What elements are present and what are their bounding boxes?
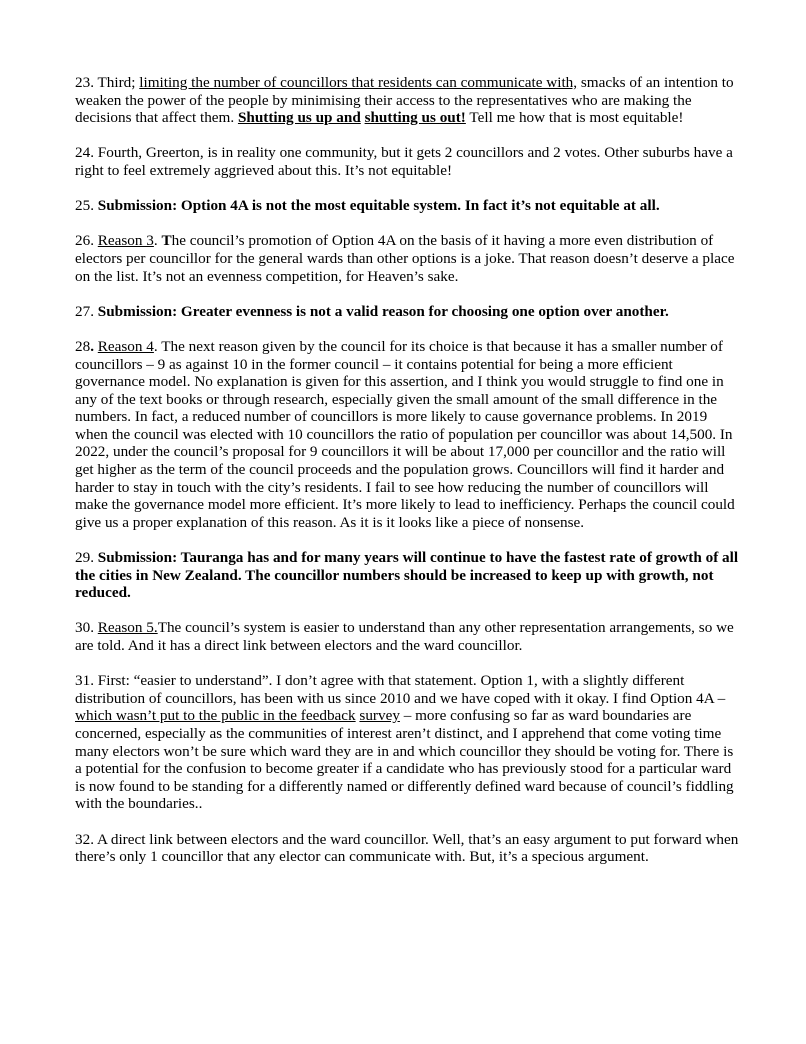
text-run: Shutting us up and: [237, 109, 361, 127]
paragraph: [75, 74, 739, 127]
paragraph: [75, 831, 739, 866]
paragraph: [75, 197, 739, 215]
text-run: 29.: [75, 549, 98, 567]
paragraph-gap: [75, 813, 739, 831]
text-run: survey: [359, 707, 400, 725]
text-run: . The next reason given by the council for its choice is that because it has a smaller number of councillors – 9 as against 10 in the former council – it contains potential for being a more efficient governance model. No explanation is given for this assertion, and I think you would struggle to find one in any of the text books or through research, especially given the small amount of the small difference in the numbers. In fact, a reduced number of councillors is more likely to cause governance problems. In 2019 when the council was elected with 10 councillors the ratio of population per councillor was about 14,500. In 2022, under the council’s proposal for 9 councillors it will be about 17,000 per councillor and the ratio will get higher as the term of the council proceeds and the population grows. Councillors will find it harder and harder to stay in touch with the city’s residents. I fail to see how reducing the number of councillors will make the governance model more efficient. It’s more likely to lead to inefficiency. Perhaps the council could give us a proper explanation of this reason. As it is it looks like a piece of nonsense.: [75, 337, 735, 531]
text-run: smacks of an intention to weaken the power of the people by minimising their access to the representatives who are making the decisions that affect them.: [75, 74, 734, 127]
text-run: 26.: [75, 232, 98, 250]
paragraph: [75, 338, 739, 532]
paragraph: [75, 672, 739, 813]
paragraph-gap: [75, 602, 739, 620]
text-run: 24. Fourth, Greerton, is in reality one community, but it gets 2 councillors and 2 votes. Other suburbs have a right to feel extremely aggrieved about this. It’s not equitable!: [75, 144, 733, 179]
text-run: 31. First: “easier to understand”. I don’t agree with that statement. Option 1, with a slightly different distribution of councillors, has been with us since 2010 and we have coped with it okay. I find Option 4A –: [75, 672, 726, 707]
text-run: 23. Third;: [75, 74, 140, 91]
text-run: 30.: [75, 619, 98, 637]
text-run: 32. A direct link between electors and the ward councillor. Well, that’s an easy argument to put forward when there’s only 1 councillor that any elector can communicate with. But, it’s a specious argument.: [75, 830, 739, 866]
text-run: .: [90, 337, 94, 355]
text-run: Reason 5.: [97, 619, 158, 637]
text-run: limiting the number of councillors that residents can communicate with,: [139, 74, 578, 91]
text-run: he council’s promotion of Option 4A on the basis of it having a more even distribution of electors per councillor for the general wards than other options is a joke. That reason doesn’t deserve a place on the list. It’s not an evenness competition, for Heaven’s sake.: [75, 232, 735, 285]
paragraph-gap: [75, 285, 739, 303]
paragraph: [75, 144, 739, 179]
text-run: Reason 4: [97, 337, 154, 355]
text-run: Submission: Greater evenness is not a valid reason for choosing one option over another.: [97, 302, 669, 320]
text-run: .: [153, 232, 162, 250]
paragraph-gap: [75, 320, 739, 338]
text-run: – more confusing so far as ward boundaries are concerned, especially as the communities of interest aren’t distinct, and I apprehend that come voting time many electors won’t be sure which ward they are in and which councillor they should be voting for. There is a potential for the confusion to become greater if a candidate who has previously stood for a particular ward is now found to be standing for a differently named or differently defined ward because of council’s fiddling with the boundaries..: [75, 707, 734, 813]
document-page: [75, 74, 739, 866]
text-run: T: [161, 232, 172, 250]
text-run: 28: [75, 337, 91, 355]
paragraph-gap: [75, 215, 739, 233]
text-run: The council’s system is easier to understand than any other representation arrangements, so we are told. And it has a direct link between electors and the ward councillor.: [75, 619, 734, 654]
text-run: 25.: [75, 197, 98, 215]
paragraph-gap: [75, 531, 739, 549]
text-run: Submission: Option 4A is not the most equitable system. In fact it’s not equitable at all.: [97, 197, 660, 215]
text-run: shutting us out!: [364, 109, 466, 127]
paragraph: [75, 232, 739, 285]
paragraph: [75, 549, 739, 602]
paragraph: [75, 303, 739, 321]
paragraph-gap: [75, 180, 739, 198]
paragraph-gap: [75, 127, 739, 145]
text-run: 27.: [75, 302, 98, 320]
text-run: Reason 3: [97, 232, 154, 250]
text-run: which wasn’t put to the public in the feedback: [75, 707, 356, 725]
text-run: Tell me how that is most equitable!: [465, 109, 684, 127]
paragraph: [75, 619, 739, 654]
text-run: Submission: Tauranga has and for many years will continue to have the fastest rate of growth of all the cities in New Zealand. The councillor numbers should be increased to keep up with growth, not reduced.: [75, 549, 739, 602]
paragraph-gap: [75, 655, 739, 673]
